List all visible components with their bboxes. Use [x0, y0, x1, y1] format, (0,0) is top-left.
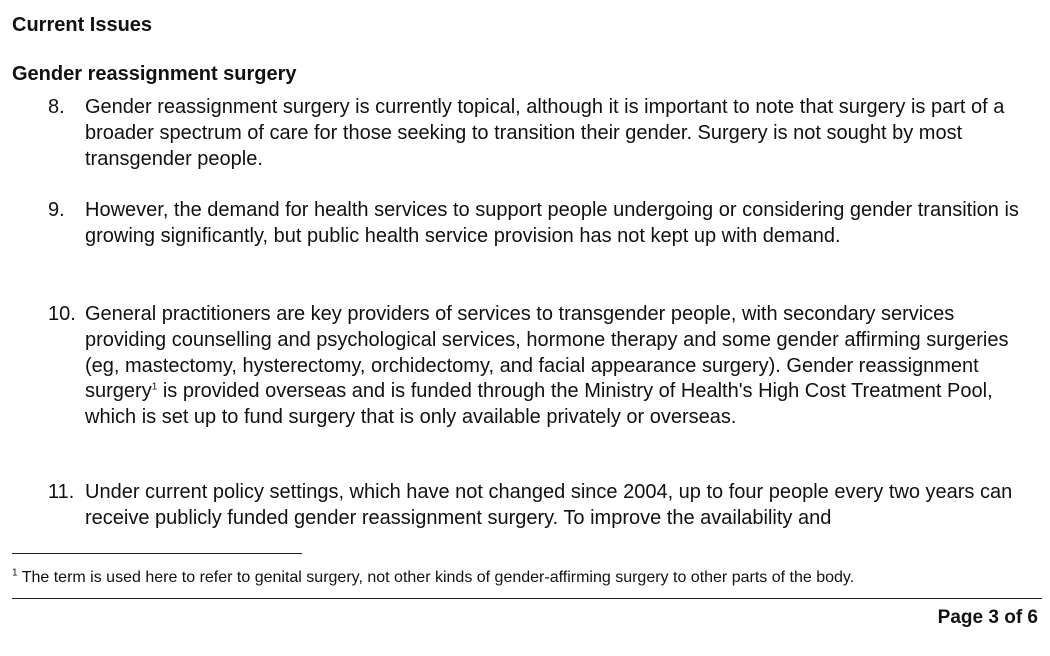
- footnote: [12, 568, 854, 588]
- paragraph-9: [48, 198, 1038, 250]
- footnote-marker: 1: [12, 567, 18, 579]
- paragraph-10: [48, 302, 1038, 431]
- footnote-reference: 1: [151, 381, 158, 393]
- page-number: Page 3 of 6: [937, 607, 1038, 628]
- paragraph-text: Gender reassignment surgery is currently topical, although it is important to note that surgery is part of a broader spectrum of care for those seeking to transition their gender. Surgery is not sought by most transgender people.: [85, 96, 1005, 170]
- page-footer-divider: [12, 598, 1042, 599]
- paragraph-number: 11.: [48, 481, 75, 503]
- paragraph-number: 8.: [48, 96, 65, 118]
- paragraph-number: 9.: [48, 199, 65, 221]
- paragraph-text: [85, 302, 1038, 431]
- paragraph-text-after-ref: is provided overseas and is funded through the Ministry of Health's High Cost Treatment Pool, which is set up to fund surgery that is only available privately or overseas.: [85, 380, 993, 429]
- paragraph-text-before-ref: General practitioners are key providers of services to transgender people, with secondary services providing counselling and psychological services, hormone therapy and some gender affirming surgeries (eg, mastectomy, hysterectomy, orchidectomy, and facial appearance surgery). Gender reassignment surgery: [85, 303, 1009, 403]
- paragraph-text: However, the demand for health services to support people undergoing or considering gender transition is growing significantly, but public health service provision has not kept up with demand.: [85, 199, 1019, 247]
- paragraph-8: [48, 95, 1038, 172]
- footnote-text: The term is used here to refer to genital surgery, not other kinds of gender-affirming surgery to other parts of the body.: [17, 569, 855, 586]
- paragraph-number: 10.: [48, 303, 76, 325]
- footnote-divider: [12, 553, 302, 554]
- section-heading: Current Issues: [12, 14, 153, 36]
- sub-heading: Gender reassignment surgery: [12, 63, 297, 85]
- paragraph-text: Under current policy settings, which have not changed since 2004, up to four people every two years can receive publicly funded gender reassignment surgery. To improve the availability and: [85, 481, 1013, 529]
- paragraph-11: [48, 480, 1038, 532]
